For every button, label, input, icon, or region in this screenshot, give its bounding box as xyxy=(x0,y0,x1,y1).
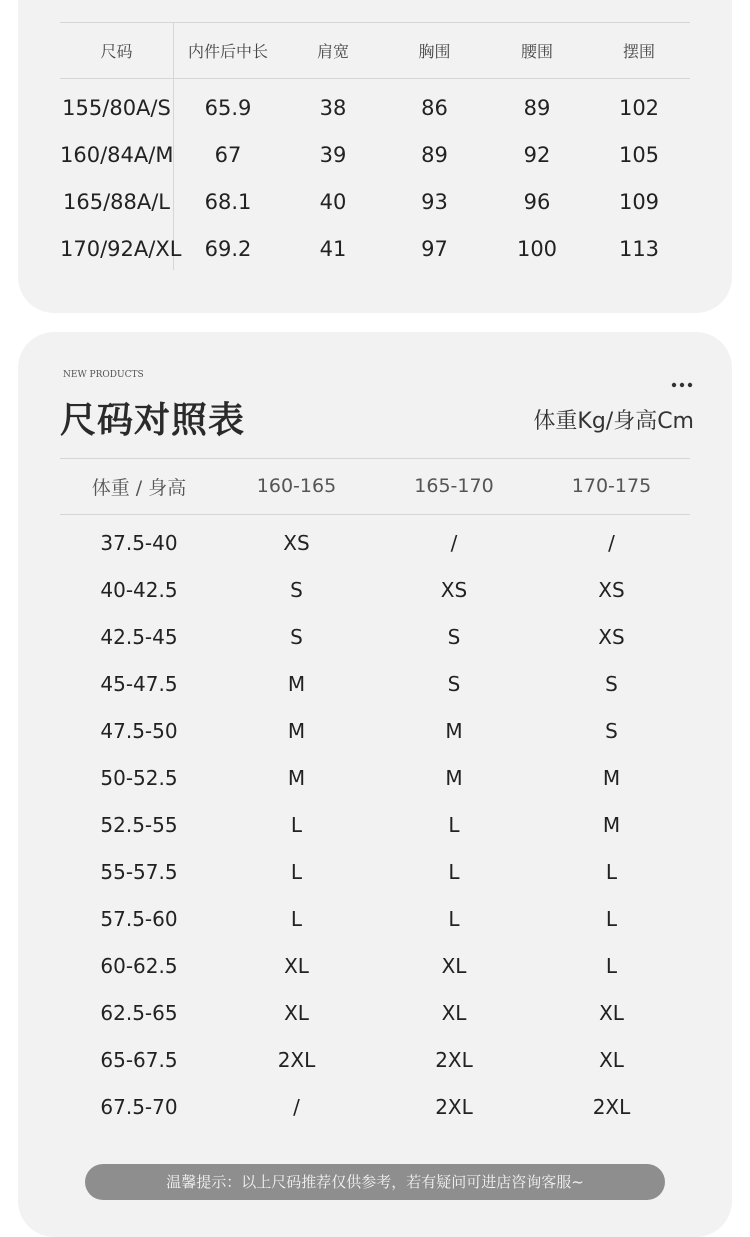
table-header-divider xyxy=(60,514,690,515)
header-waist: 腰围 xyxy=(520,41,553,61)
cell-waist: 92 xyxy=(523,142,551,167)
cell-size: XL xyxy=(441,1000,467,1025)
unit-label: 体重Kg/身高Cm xyxy=(533,409,694,434)
cell-shoulder: 38 xyxy=(319,95,347,120)
cell-chest: 93 xyxy=(421,189,448,214)
conversion-table-body xyxy=(60,519,690,1130)
table-header-divider xyxy=(60,78,690,79)
cell-size: S xyxy=(290,577,303,602)
cell-hem: 109 xyxy=(618,189,660,214)
conversion-table-header xyxy=(60,458,690,514)
header-size: 尺码 xyxy=(100,41,133,61)
header-height-range: 170-175 xyxy=(571,475,652,497)
page-title: 尺码对照表 xyxy=(60,400,246,441)
cell-size: 2XL xyxy=(592,1094,631,1119)
table-row xyxy=(60,613,690,660)
cell-shoulder: 39 xyxy=(319,142,347,167)
cell-chest: 97 xyxy=(421,236,448,261)
cell-size: L xyxy=(448,859,460,884)
cell-length: 65.9 xyxy=(204,95,252,120)
cell-size: / xyxy=(450,530,458,555)
cell-weight-range: 62.5-65 xyxy=(100,1000,178,1025)
table-row xyxy=(60,84,690,131)
cell-size: XL xyxy=(599,1000,624,1025)
table-row xyxy=(60,566,690,613)
cell-size: 170/92A/XL xyxy=(60,236,182,261)
ellipsis-icon[interactable] xyxy=(670,380,694,390)
cell-size: XL xyxy=(284,1000,309,1025)
cell-length: 69.2 xyxy=(204,236,252,261)
cell-size: 165/88A/L xyxy=(62,189,171,214)
cell-size: / xyxy=(293,1094,300,1119)
header-height-range: 165-170 xyxy=(414,475,494,497)
cell-size: XS xyxy=(598,624,625,649)
cell-size: 160/84A/M xyxy=(60,142,174,167)
cell-waist: 89 xyxy=(523,95,551,120)
cell-length: 68.1 xyxy=(204,189,252,214)
table-row xyxy=(60,225,690,272)
cell-size: XS xyxy=(283,530,310,555)
cell-weight-range: 57.5-60 xyxy=(100,906,178,931)
eyebrow-label: NEW PRODUCTS xyxy=(63,370,144,380)
header-shoulder: 肩宽 xyxy=(316,41,349,61)
table-row xyxy=(60,989,690,1036)
cell-size: 2XL xyxy=(435,1047,473,1072)
cell-weight-range: 55-57.5 xyxy=(100,859,178,884)
cell-size: S xyxy=(447,624,461,649)
table-row xyxy=(60,1083,690,1130)
cell-size: / xyxy=(608,530,615,555)
cell-weight-range: 67.5-70 xyxy=(100,1094,178,1119)
cell-size: M xyxy=(287,765,306,790)
cell-chest: 86 xyxy=(421,95,448,120)
measurement-card xyxy=(18,0,732,313)
cell-size: S xyxy=(605,671,618,696)
cell-size: L xyxy=(290,812,303,837)
cell-size: XS xyxy=(440,577,468,602)
cell-hem: 113 xyxy=(618,236,660,261)
cell-size: XL xyxy=(284,953,309,978)
cell-size: M xyxy=(287,671,306,696)
cell-weight-range: 45-47.5 xyxy=(100,671,178,696)
table-row xyxy=(60,848,690,895)
header-length: 内件后中长 xyxy=(187,41,268,61)
cell-size: L xyxy=(605,859,618,884)
table-row xyxy=(60,942,690,989)
cell-weight-range: 52.5-55 xyxy=(100,812,178,837)
cell-size: L xyxy=(448,812,460,837)
cell-weight-range: 40-42.5 xyxy=(100,577,178,602)
table-row xyxy=(60,131,690,178)
cell-size: M xyxy=(602,812,621,837)
cell-size: 2XL xyxy=(277,1047,316,1072)
cell-length: 67 xyxy=(214,142,242,167)
cell-shoulder: 41 xyxy=(319,236,347,261)
cell-size: L xyxy=(290,859,303,884)
table-row xyxy=(60,754,690,801)
table-row xyxy=(60,895,690,942)
cell-waist: 100 xyxy=(516,236,558,261)
header-height-range: 160-165 xyxy=(256,475,337,497)
table-row xyxy=(60,707,690,754)
cell-hem: 102 xyxy=(618,95,660,120)
header-chest: 胸围 xyxy=(418,41,451,61)
cell-size: M xyxy=(287,718,306,743)
cell-chest: 89 xyxy=(421,142,448,167)
cell-weight-range: 65-67.5 xyxy=(100,1047,178,1072)
cell-hem: 105 xyxy=(618,142,660,167)
size-conversion-card xyxy=(18,332,732,1237)
cell-size: S xyxy=(290,624,303,649)
cell-weight-range: 42.5-45 xyxy=(100,624,178,649)
cell-waist: 96 xyxy=(523,189,551,214)
cell-weight-range: 50-52.5 xyxy=(100,765,178,790)
cell-size: M xyxy=(445,718,463,743)
cell-size: XL xyxy=(599,1047,624,1072)
measurement-table-header xyxy=(60,22,690,78)
table-row xyxy=(60,178,690,225)
table-row xyxy=(60,801,690,848)
header-hem: 摆围 xyxy=(622,41,655,61)
cell-size: 155/80A/S xyxy=(62,95,171,120)
cell-size: M xyxy=(602,765,621,790)
cell-weight-range: 60-62.5 xyxy=(100,953,178,978)
cell-weight-range: 47.5-50 xyxy=(100,718,178,743)
cell-size: M xyxy=(445,765,463,790)
cell-size: L xyxy=(290,906,303,931)
cell-size: XS xyxy=(598,577,625,602)
cell-size: XL xyxy=(441,953,467,978)
table-row xyxy=(60,519,690,566)
cell-shoulder: 40 xyxy=(319,189,347,214)
cell-size: L xyxy=(605,953,618,978)
cell-weight-range: 37.5-40 xyxy=(100,530,178,555)
header-weight-height: 体重 / 身高 xyxy=(91,476,187,499)
tip-banner: 温馨提示：以上尺码推荐仅供参考，若有疑问可进店咨询客服~ xyxy=(85,1164,665,1200)
table-row xyxy=(60,1036,690,1083)
cell-size: L xyxy=(448,906,460,931)
cell-size: L xyxy=(605,906,618,931)
table-row xyxy=(60,660,690,707)
cell-size: 2XL xyxy=(435,1094,473,1119)
cell-size: S xyxy=(447,671,461,696)
cell-size: S xyxy=(605,718,618,743)
